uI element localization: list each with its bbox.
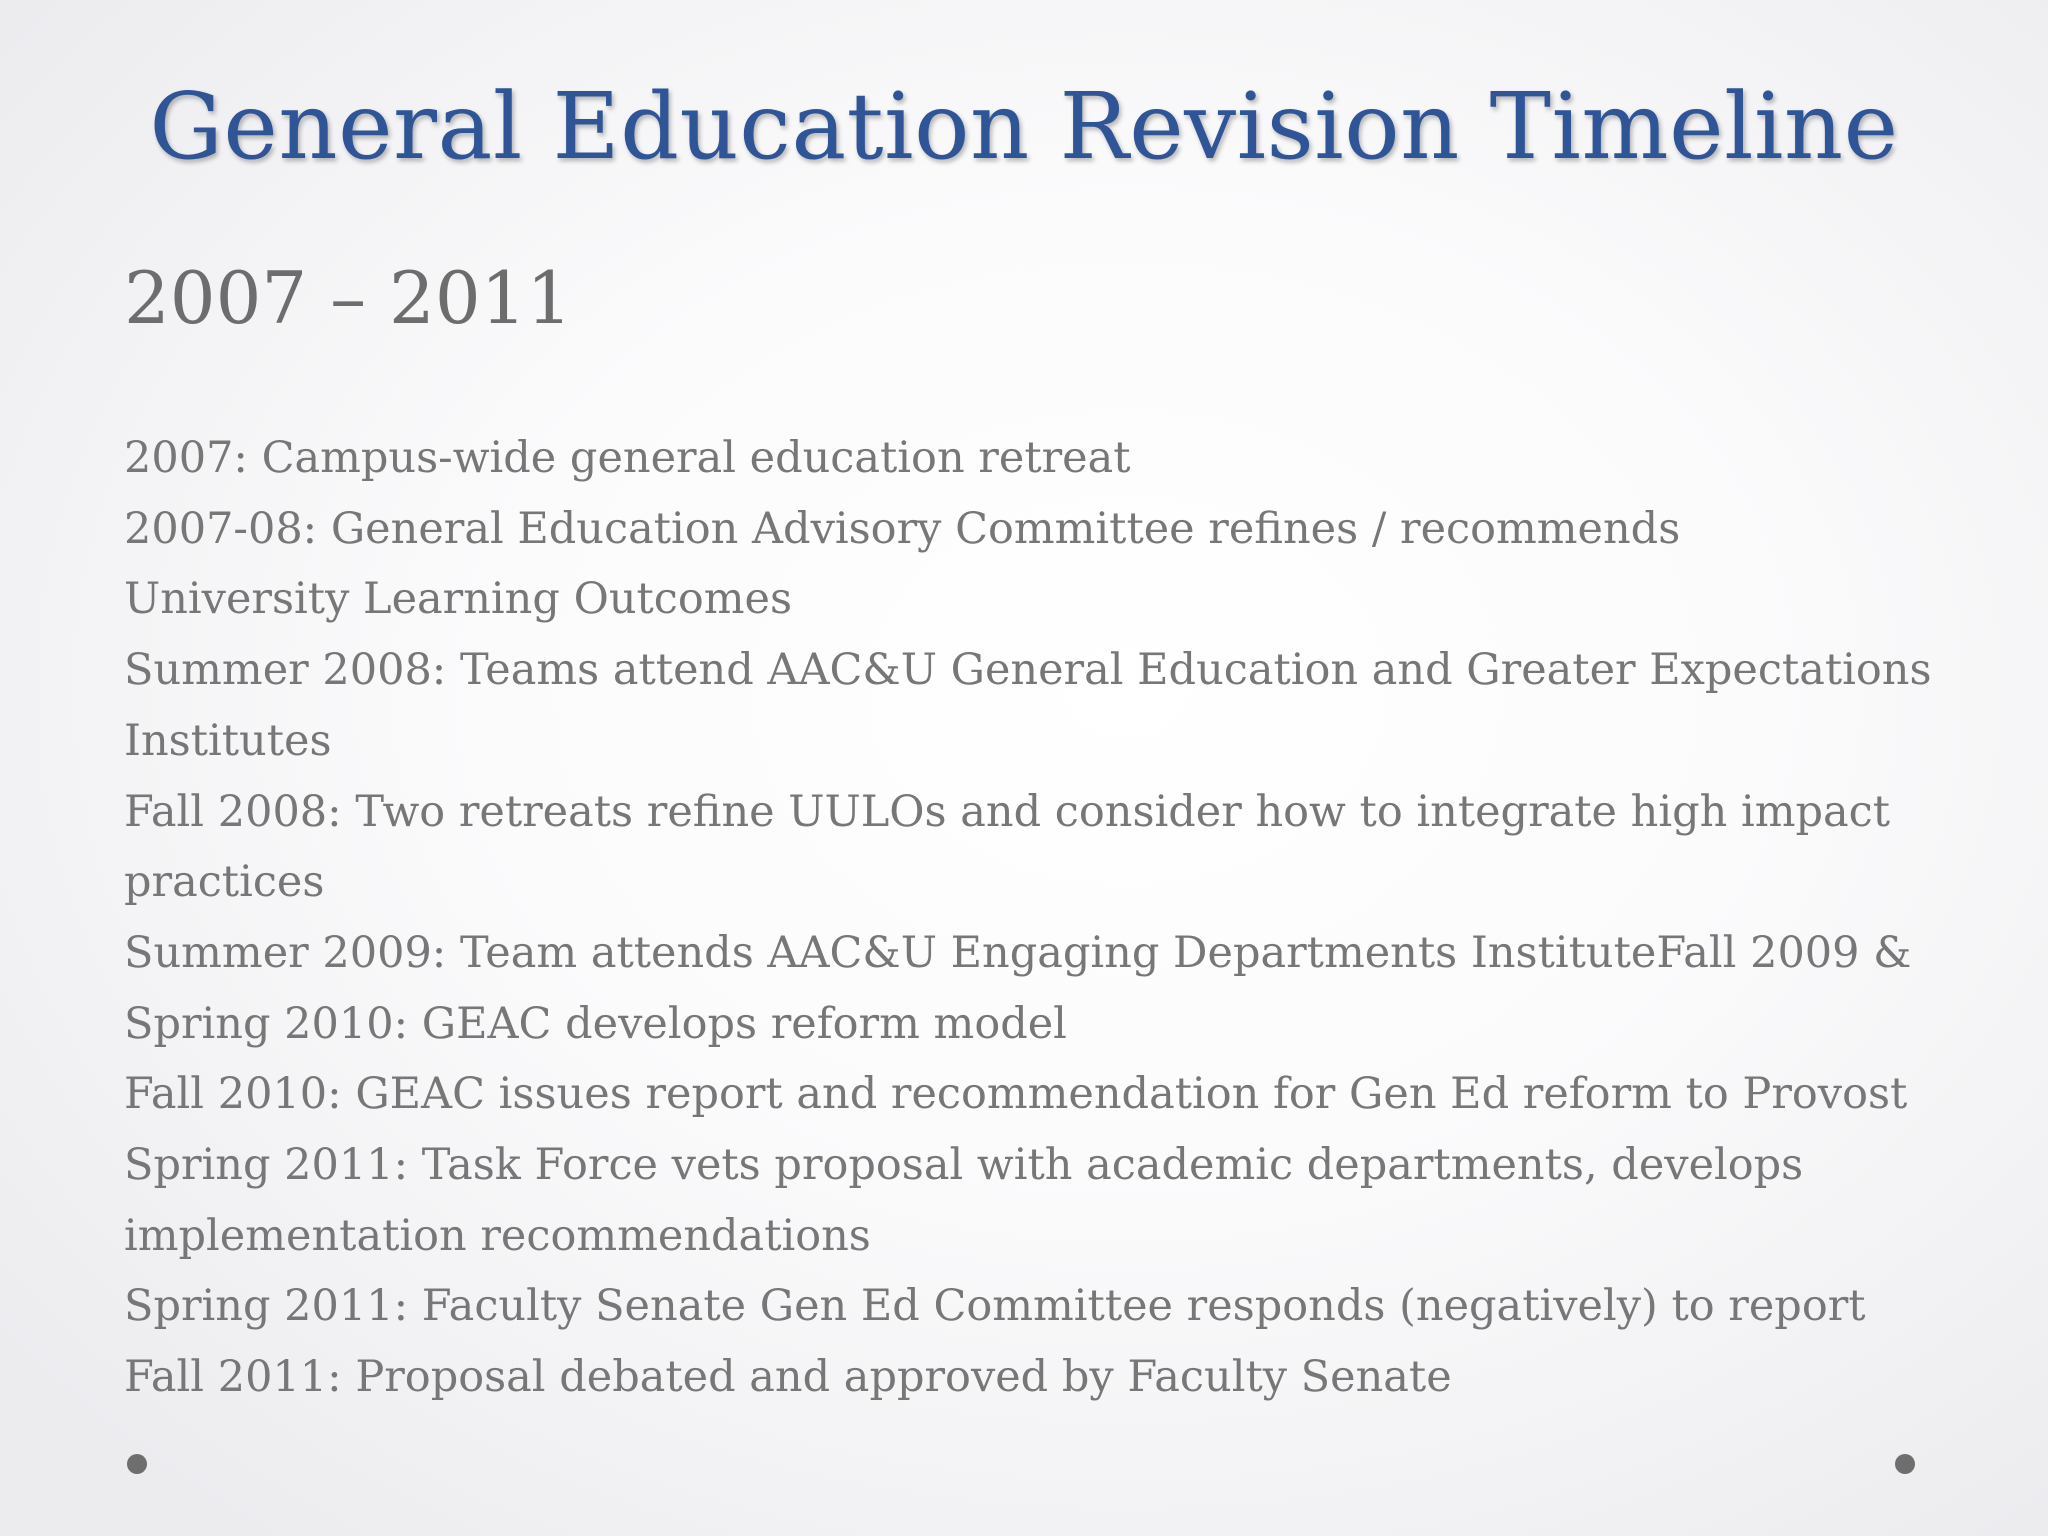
decorative-dot-left xyxy=(127,1454,147,1474)
timeline-line: Spring 2011: Faculty Senate Gen Ed Committee responds (negatively) to report xyxy=(124,1281,1866,1332)
slide-title: General Education Revision Timeline xyxy=(149,73,1899,180)
slide-subtitle: 2007 – 2011 xyxy=(124,256,573,340)
timeline-line: 2007-08: General Education Advisory Committee refines / recommends xyxy=(124,503,1681,554)
timeline-line: implementation recommendations xyxy=(124,1210,871,1261)
timeline-line: Summer 2009: Team attends AAC&U Engaging Departments InstituteFall 2009 & xyxy=(124,927,1912,978)
timeline-line: Fall 2008: Two retreats refine UULOs and consider how to integrate high impact xyxy=(124,786,1891,837)
timeline-line: practices xyxy=(124,857,325,908)
timeline-line: Summer 2008: Teams attend AAC&U General Education and Greater Expectations xyxy=(124,645,1932,696)
decorative-dot-right xyxy=(1895,1454,1915,1474)
timeline-list xyxy=(124,423,1932,1413)
timeline-line: 2007: Campus-wide general education retreat xyxy=(124,433,1131,483)
timeline-line: Fall 2011: Proposal debated and approved by Faculty Senate xyxy=(124,1352,1452,1403)
timeline-line: Institutes xyxy=(124,715,332,766)
timeline-line: Spring 2011: Task Force vets proposal with academic departments, develops xyxy=(124,1140,1804,1191)
timeline-line: Spring 2010: GEAC develops reform model xyxy=(124,998,1067,1049)
timeline-line: University Learning Outcomes xyxy=(124,574,793,625)
timeline-line: Fall 2010: GEAC issues report and recommendation for Gen Ed reform to Provost xyxy=(124,1069,1908,1120)
